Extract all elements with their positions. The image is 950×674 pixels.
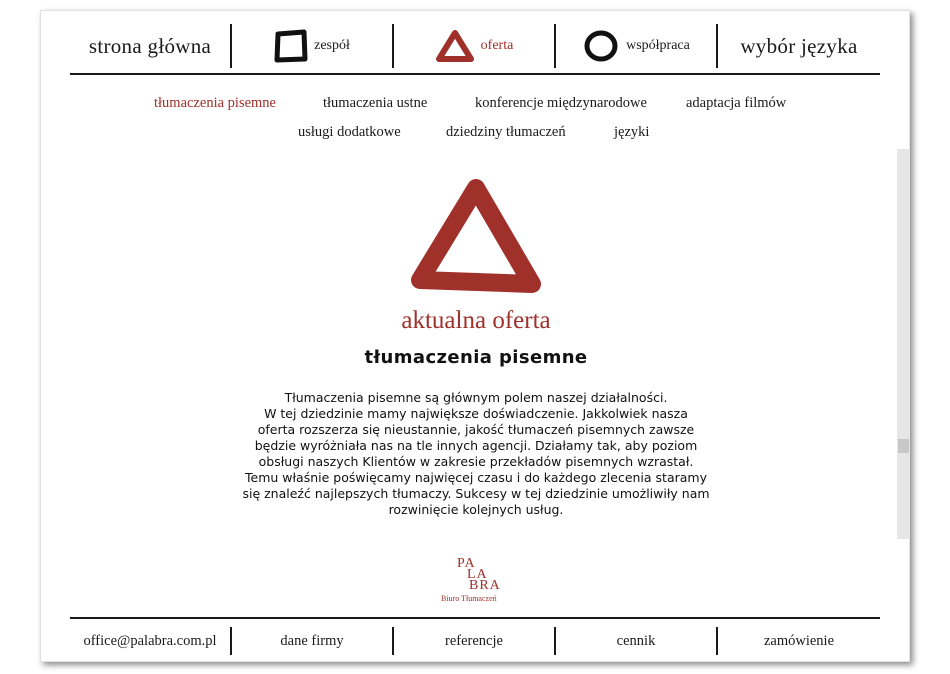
description-line: będzie wyróżniała nas na tle innych agencji. Działamy tak, aby poziom <box>254 438 698 453</box>
footer-nav <box>70 617 880 659</box>
footer-references[interactable]: referencje <box>394 627 556 655</box>
nav-team-label: zespół <box>314 38 350 53</box>
nav-cooperation[interactable] <box>556 24 718 68</box>
page <box>40 10 910 662</box>
logo-line-2: LA <box>467 567 488 582</box>
nav-home[interactable]: strona główna <box>70 24 232 68</box>
nav-cooperation-label: współpraca <box>626 38 690 53</box>
description <box>226 390 726 518</box>
footer-email[interactable]: office@palabra.com.pl <box>70 627 232 655</box>
logo-tagline: Biuro Tłumaczeń <box>441 594 497 603</box>
description-line: Tłumaczenia pisemne są głównym polem naszej działalności. <box>284 390 668 405</box>
subnav-written[interactable]: tłumaczenia pisemne <box>154 95 276 111</box>
top-nav <box>70 19 880 75</box>
nav-team[interactable] <box>232 24 394 68</box>
subnav-languages[interactable]: języki <box>614 124 650 140</box>
description-line: oferta rozszerza się nieustannie, jakość tłumaczeń pisemnych zawsze <box>257 422 695 437</box>
scrollbar[interactable] <box>897 149 910 539</box>
subnav-oral[interactable]: tłumaczenia ustne <box>323 95 428 111</box>
page-title: aktualna oferta <box>401 307 551 334</box>
logo-line-3: BRA <box>469 578 501 593</box>
subnav-fields[interactable]: dziedziny tłumaczeń <box>446 124 566 140</box>
description-line: obsługi naszych Klientów w zakresie przekładów pisemnych wzrastał. <box>258 454 694 469</box>
footer-pricing[interactable]: cennik <box>556 627 718 655</box>
logo-line-1: PA <box>457 556 476 571</box>
triangle-icon <box>435 29 475 63</box>
description-line: rozwinięcie kolejnych usług. <box>388 502 564 517</box>
description-line: W tej dziedzinie mamy największe doświadczenie. Jakkolwiek nasza <box>264 406 688 421</box>
footer-company-data[interactable]: dane firmy <box>232 627 394 655</box>
page-subtitle: tłumaczenia pisemne <box>364 347 588 368</box>
nav-language[interactable]: wybór języka <box>740 33 858 58</box>
subnav-conferences[interactable]: konferencje międzynarodowe <box>475 95 647 111</box>
triangle-icon <box>406 176 546 300</box>
scrollbar-thumb[interactable] <box>898 439 909 453</box>
footer-order[interactable]: zamówienie <box>763 632 835 649</box>
description-line: się znaleźć najlepszych tłumaczy. Sukcesy w tej dziedzinie umożliwiły nam <box>242 486 710 501</box>
description-line: Temu właśnie poświęcamy najwięcej czasu i do każdego zlecenia staramy <box>245 470 707 485</box>
circle-icon <box>582 28 620 64</box>
square-icon <box>274 29 308 63</box>
nav-offer-label: oferta <box>480 38 514 53</box>
subnav-film[interactable]: adaptacja filmów <box>686 95 787 111</box>
palabra-logo <box>441 556 511 606</box>
subnav-additional[interactable]: usługi dodatkowe <box>298 124 401 140</box>
nav-offer[interactable] <box>394 24 556 68</box>
